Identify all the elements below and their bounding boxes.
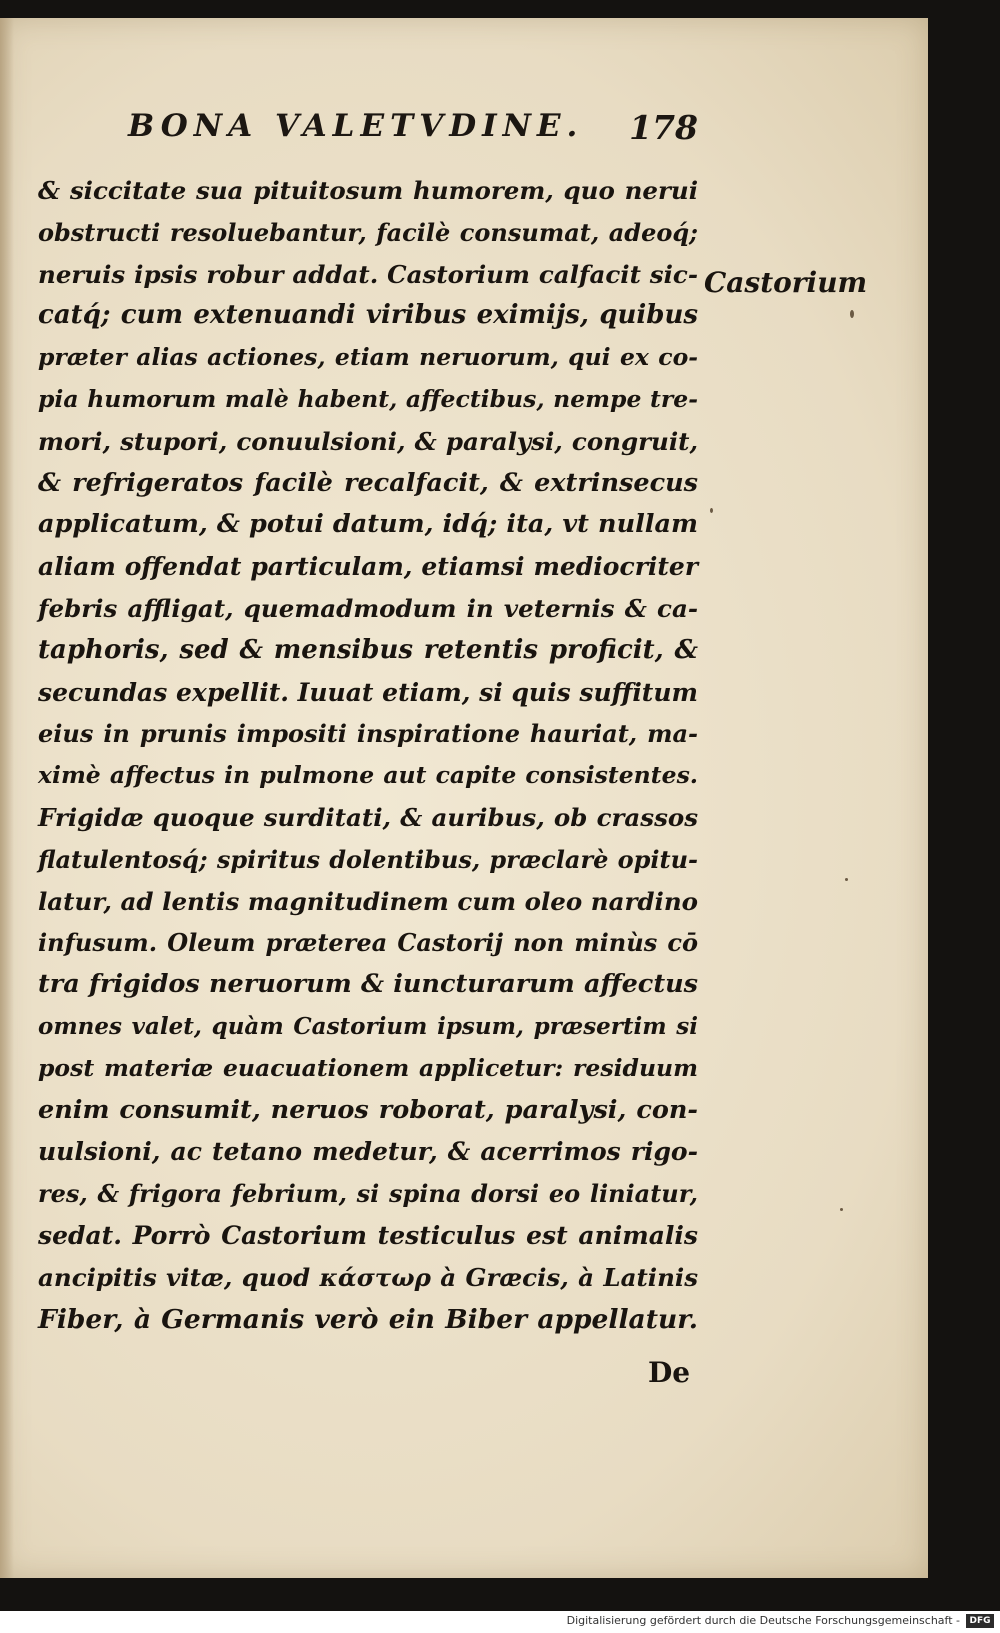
text-line: obstructi resoluebantur, facilè consumat, adeoq́; [38,217,698,247]
text-line: mori, stupori, conuulsioni, & paralysi, congruit, [38,426,698,456]
text-line: post materiæ euacuationem applicetur: residuum [38,1053,698,1082]
text-line: infusum. Oleum præterea Castorij non minùs cō [38,928,698,958]
page-spine-shadow [0,18,14,1578]
dfg-logo: DFG [966,1614,994,1628]
text-line: neruis ipsis robur addat. Castorium calfacit sic- [38,259,698,289]
text-line: latur, ad lentis magnitudinem cum oleo nardino [38,886,698,916]
footer-strip [0,1611,1000,1633]
funding-credit: Digitalisierung gefördert durch die Deutsche Forschungsgemeinschaft - [566,1614,960,1627]
marginal-note: Castorium [704,266,868,299]
text-line: taphoris, sed & mensibus retentis proficit, & [38,634,698,665]
paper-speck [850,310,854,318]
book-page [0,18,928,1578]
text-line: flatulentosq́; spiritus dolentibus, præclarè opitu- [38,844,698,874]
running-head [128,108,698,168]
text-line: uulsioni, ac tetano medetur, & acerrimos rigo- [38,1137,698,1167]
text-line: res, & frigora febrium, si spina dorsi eo liniatur, [38,1179,698,1209]
text-line: præter alias actiones, etiam neruorum, qui ex co- [38,343,698,372]
text-line: febris affligat, quemadmodum in veternis & ca- [38,593,698,623]
text-line: omnes valet, quàm Castorium ipsum, præsertim si [38,1012,698,1040]
text-line: sedat. Porrò Castorium testiculus est animalis [38,1220,698,1250]
body-text [38,170,698,1340]
page-number: 178 [629,108,698,147]
text-line: & refrigeratos facilè recalfacit, & extrinsecus [38,467,698,498]
catchword: De [648,1356,691,1389]
paper-speck [845,878,848,881]
text-line: Fiber, à Germanis verò ein Biber appellatur. [38,1303,698,1335]
text-line: Frigidæ quoque surditati, & auribus, ob crassos [38,802,698,832]
paper-speck [840,1208,843,1211]
text-line: catq́; cum extenuandi viribus eximijs, quibus [38,300,698,331]
text-line: aliam offendat particulam, etiamsi mediocriter [38,552,698,582]
text-line: pia humorum malè habent, affectibus, nempe tre- [38,384,698,413]
text-line: applicatum, & potui datum, idq́; ita, vt nullam [38,509,698,540]
running-title: BONA VALETVDINE. [128,108,584,144]
text-line: enim consumit, neruos roborat, paralysi, con- [38,1094,698,1125]
text-line: ancipitis vitæ, quod κάστωρ à Græcis, à Latinis [38,1262,698,1292]
text-line: tra frigidos neruorum & iuncturarum affectus [38,969,698,1000]
text-line: eius in prunis impositi inspiratione hauriat, ma- [38,719,698,749]
paper-speck [710,508,713,513]
text-line: ximè affectus in pulmone aut capite consistentes. [38,761,698,790]
text-line: & siccitate sua pituitosum humorem, quo nerui [38,176,698,205]
text-line: secundas expellit. Iuuat etiam, si quis suffitum [38,677,698,707]
